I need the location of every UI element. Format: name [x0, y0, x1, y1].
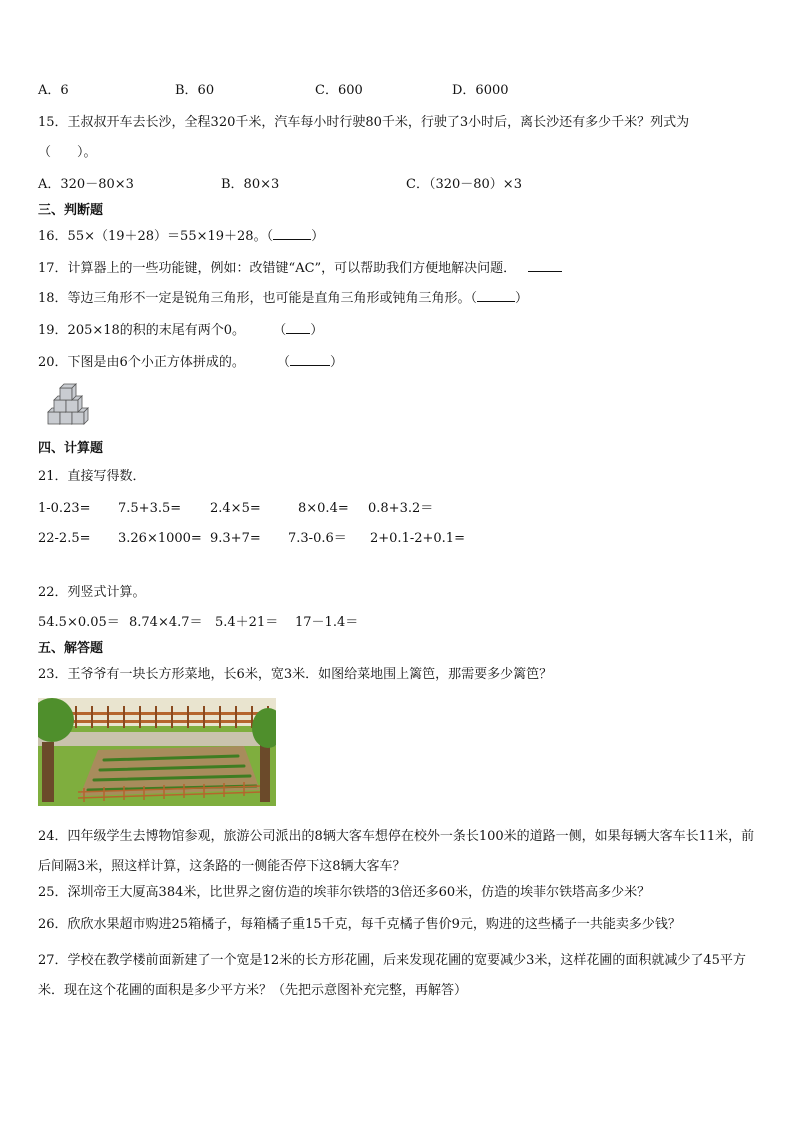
q16-close: ） — [311, 229, 325, 244]
q21-item: 9.3+7= — [210, 531, 261, 546]
q16-text: 16．55×（19＋28）＝55×19＋28。（ — [38, 229, 274, 244]
q17-text: 17．计算器上的一些功能键，例如：改错键“AC”，可以帮助我们方便地解决问题． — [38, 261, 517, 276]
q21-item: 8×0.4= — [298, 501, 349, 516]
q21-item: 1-0.23= — [38, 501, 91, 516]
q21-item: 2.4×5= — [210, 501, 261, 516]
q15-paren: （ ）。 — [38, 145, 97, 160]
q21-item: 22-2.5= — [38, 531, 91, 546]
q20-answer-blank[interactable] — [290, 365, 330, 366]
q20 — [38, 354, 764, 372]
q14-option-a[interactable]: A．6 — [38, 83, 69, 98]
q21-item: 7.5+3.5= — [118, 501, 182, 516]
q20-text: 20．下图是由6个小正方体拼成的。 — [38, 355, 245, 370]
q21-item: 0.8+3.2＝ — [368, 501, 434, 516]
q19-close: ） — [310, 323, 324, 338]
q19-answer-blank[interactable] — [286, 333, 310, 334]
q21-item: 3.26×1000= — [118, 531, 202, 546]
q26-text: 26．欣欣水果超市购进25箱橘子，每箱橘子重15千克，每千克橘子售价9元，购进的这些橘子一共能卖多少钱？ — [38, 917, 681, 932]
q22-text: 22．列竖式计算。 — [38, 585, 146, 600]
q15-option-c[interactable]: C．（320－80）×3 — [406, 177, 522, 192]
q19-open: （ — [273, 323, 287, 338]
q22-item: 54.5×0.05＝ — [38, 615, 120, 630]
q19 — [38, 322, 764, 340]
q19-text: 19．205×18的积的末尾有两个0。 — [38, 323, 246, 338]
q21-item: 7.3-0.6＝ — [288, 531, 347, 546]
vegetable-garden-illustration — [38, 698, 276, 806]
q18-text: 18．等边三角形不一定是锐角三角形，也可能是直角三角形或钝角三角形。（ — [38, 291, 478, 306]
q14-option-c[interactable]: C．600 — [315, 83, 363, 98]
cube-stack-figure — [44, 378, 100, 430]
q23-text: 23．王爷爷有一块长方形菜地，长6米，宽3米．如图给菜地围上篱笆，那需要多少篱笆？ — [38, 667, 553, 682]
q18-close: ） — [515, 291, 529, 306]
section-calculation-heading: 四、计算题 — [38, 441, 104, 456]
q17 — [38, 260, 764, 278]
q21-text: 21．直接写得数． — [38, 469, 146, 484]
q15-text: 15．王叔叔开车去长沙，全程320千米，汽车每小时行驶80千米，行驶了3小时后，离长沙还有多少千米？列式为 — [38, 115, 690, 130]
q22-item: 5.4＋21＝ — [215, 615, 279, 630]
q22-item: 17－1.4＝ — [295, 615, 359, 630]
q27-text: 27．学校在教学楼前面新建了一个宽是12米的长方形花圃，后来发现花圃的宽要减少3米，这样花圃的面积就减少了45平方米．现在这个花圃的面积是多少平方米？（先把示意图补充完整，再解答） — [38, 953, 746, 998]
q18 — [38, 290, 764, 308]
q18-answer-blank[interactable] — [477, 301, 515, 302]
section-word-problems-heading: 五、解答题 — [38, 641, 104, 656]
q15-option-a[interactable]: A．320－80×3 — [38, 177, 134, 192]
q15-option-b[interactable]: B．80×3 — [221, 177, 280, 192]
q24-text: 24．四年级学生去博物馆参观，旅游公司派出的8辆大客车想停在校外一条长100米的道路一侧，如果每辆大客车长11米，前后间隔3米，照这样计算，这条路的一侧能否停下这8辆大客车？ — [38, 829, 755, 874]
q16 — [38, 228, 764, 246]
q20-close: ） — [329, 355, 343, 370]
q14-option-d[interactable]: D．6000 — [452, 83, 509, 98]
q21-item: 2+0.1-2+0.1= — [370, 531, 465, 546]
q25-text: 25．深圳帝王大厦高384米，比世界之窗仿造的埃菲尔铁塔的3倍还多60米，仿造的埃菲尔铁塔高多少米？ — [38, 885, 651, 900]
q14-option-b[interactable]: B．60 — [175, 83, 215, 98]
section-judgement-heading: 三、判断题 — [38, 203, 104, 218]
q17-answer-blank[interactable] — [528, 271, 562, 272]
q16-answer-blank[interactable] — [273, 239, 311, 240]
q20-open: （ — [276, 355, 290, 370]
q22-item: 8.74×4.7＝ — [129, 615, 203, 630]
